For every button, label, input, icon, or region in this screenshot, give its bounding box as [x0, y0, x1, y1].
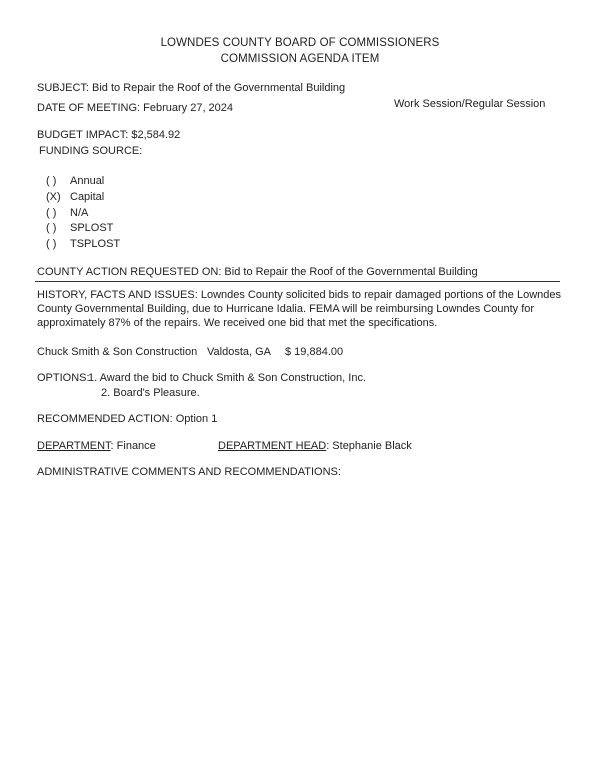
admin-comments: ADMINISTRATIVE COMMENTS AND RECOMMENDATIONS: [37, 466, 341, 478]
bid-amount: $ 19,884.00 [285, 346, 344, 358]
session-type: Work Session/Regular Session [394, 98, 546, 110]
subject-line: SUBJECT: Bid to Repair the Roof of the Governmental Building [37, 82, 346, 94]
department-label: DEPARTMENT [37, 440, 111, 452]
bid-city: Valdosta, GA [207, 346, 271, 358]
action-requested: COUNTY ACTION REQUESTED ON: Bid to Repair the Roof of the Governmental Building [37, 266, 478, 278]
funding-option-splost [46, 222, 113, 234]
history-line-1: HISTORY, FACTS AND ISSUES: Lowndes County solicited bids to repair damaged portions of the Lowndes [37, 289, 561, 301]
funding-option-label: TSPLOST [70, 238, 121, 250]
funding-option-mark: ( ) [46, 238, 57, 250]
funding-option-label: Capital [70, 191, 105, 203]
funding-option-label: Annual [70, 175, 105, 187]
meeting-date: DATE OF MEETING: February 27, 2024 [37, 102, 234, 114]
funding-option-label: SPLOST [70, 222, 114, 234]
option-2: 2. Board's Pleasure. [101, 387, 200, 399]
header-subtitle: COMMISSION AGENDA ITEM [220, 53, 380, 65]
funding-option-annual [46, 175, 104, 187]
funding-option-label: N/A [70, 207, 89, 219]
funding-option-capital [46, 191, 104, 203]
budget-impact: BUDGET IMPACT: $2,584.92 [37, 129, 181, 141]
section-divider [35, 281, 560, 282]
funding-source-label: FUNDING SOURCE: [39, 145, 143, 157]
funding-option-mark: (X) [46, 191, 61, 203]
bid-company: Chuck Smith & Son Construction [37, 346, 198, 358]
department [37, 440, 156, 452]
funding-option-tsplost [46, 238, 120, 250]
department-value: : Finance [110, 440, 156, 452]
header-title: LOWNDES COUNTY BOARD OF COMMISSIONERS [160, 37, 440, 49]
department-head-value: : Stephanie Black [326, 440, 412, 452]
department-head [218, 440, 412, 452]
option-1: 1. Award the bid to Chuck Smith & Son Construction, Inc. [88, 372, 366, 384]
funding-option-mark: ( ) [46, 175, 57, 187]
department-head-label: DEPARTMENT HEAD [218, 440, 327, 452]
funding-option-mark: ( ) [46, 222, 57, 234]
funding-option-na [46, 207, 88, 219]
options-label: OPTIONS: [37, 372, 90, 384]
history-line-3: approximately 87% of the repairs. We received one bid that met the specifications. [37, 317, 438, 329]
recommended-action: RECOMMENDED ACTION: Option 1 [37, 413, 218, 425]
funding-option-mark: ( ) [46, 207, 57, 219]
history-line-2: County Governmental Building, due to Hurricane Idalia. FEMA will be reimbursing Lowndes County for [37, 303, 535, 315]
